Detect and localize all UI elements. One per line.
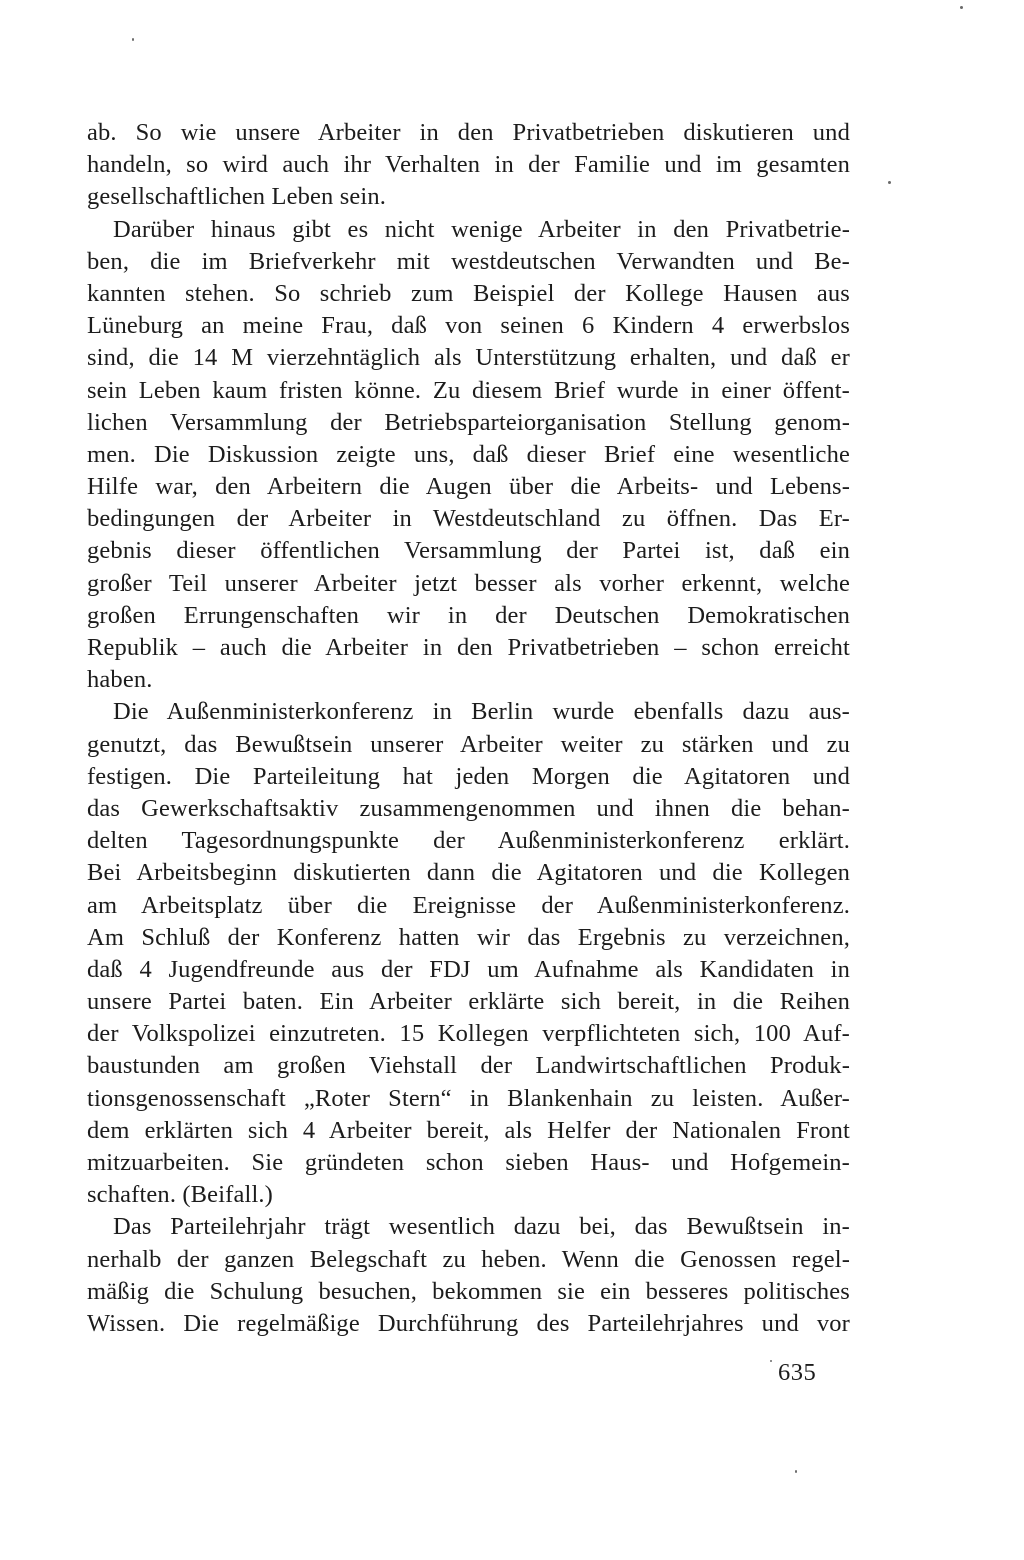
text-line: Lüneburg an meine Frau, daß von seinen 6 Kindern 4 erwerbslos	[87, 312, 850, 340]
text-line: Darüber hinaus gibt es nicht wenige Arbeiter in den Privatbetrie-	[113, 215, 850, 243]
text-line: das Gewerkschaftsaktiv zusammengenommen und ihnen die behan-	[87, 794, 850, 822]
body-text	[87, 117, 850, 1340]
text-line: dem erklärten sich 4 Arbeiter bereit, als Helfer der Nationalen Front	[87, 1116, 850, 1144]
text-line: Republik – auch die Arbeiter in den Privatbetrieben – schon erreicht	[87, 634, 850, 661]
print-speck	[770, 1360, 772, 1362]
text-line: handeln, so wird auch ihr Verhalten in der Familie und im gesamten	[87, 151, 850, 179]
paragraph-1	[87, 117, 850, 214]
paragraph-2	[87, 214, 850, 697]
text-line: kannten stehen. So schrieb zum Beispiel der Kollege Hausen aus	[87, 279, 850, 307]
print-speck	[795, 1470, 797, 1473]
text-line: Die Außenministerkonferenz in Berlin wurde ebenfalls dazu aus-	[113, 698, 850, 726]
text-line: Hilfe war, den Arbeitern die Augen über die Arbeits- und Lebens-	[87, 473, 850, 501]
text-line: daß 4 Jugendfreunde aus der FDJ um Aufnahme als Kandidaten in	[87, 955, 850, 983]
text-line: der Volkspolizei einzutreten. 15 Kollegen verpflichteten sich, 100 Auf-	[87, 1020, 850, 1048]
text-line: mäßig die Schulung besuchen, bekommen sie ein besseres politisches	[87, 1277, 850, 1305]
text-line: mitzuarbeiten. Sie gründeten schon sieben Haus- und Hofgemein-	[87, 1149, 850, 1176]
text-line: gebnis dieser öffentlichen Versammlung der Partei ist, daß ein	[87, 537, 850, 565]
text-line: lichen Versammlung der Betriebsparteiorganisation Stellung genom-	[87, 408, 850, 436]
text-line: ben, die im Briefverkehr mit westdeutschen Verwandten und Be-	[87, 247, 850, 275]
print-speck	[960, 6, 963, 9]
text-line: unsere Partei baten. Ein Arbeiter erklärte sich bereit, in die Reihen	[87, 988, 850, 1016]
print-speck	[132, 38, 134, 41]
text-line: Wissen. Die regelmäßige Durchführung des Parteilehrjahres und vor	[87, 1309, 850, 1337]
text-line: genutzt, das Bewußtsein unserer Arbeiter weiter zu stärken und zu	[87, 730, 850, 758]
text-line: großer Teil unserer Arbeiter jetzt besser als vorher erkennt, welche	[87, 569, 850, 597]
text-line: men. Die Diskussion zeigte uns, daß dieser Brief eine wesentliche	[87, 440, 850, 468]
text-line: schaften. (Beifall.)	[87, 1181, 273, 1209]
text-line: ab. So wie unsere Arbeiter in den Privatbetrieben diskutieren und	[87, 119, 850, 146]
text-line: delten Tagesordnungspunkte der Außenministerkonferenz erklärt.	[87, 827, 850, 855]
print-speck	[888, 181, 891, 184]
text-line: Am Schluß der Konferenz hatten wir das Ergebnis zu verzeichnen,	[87, 923, 850, 951]
text-line: haben.	[87, 666, 153, 694]
text-line: Bei Arbeitsbeginn diskutierten dann die Agitatoren und die Kollegen	[87, 859, 850, 887]
text-line: sind, die 14 M vierzehntäglich als Unterstützung erhalten, und daß er	[87, 344, 850, 372]
page-number: 635	[778, 1359, 817, 1386]
text-line: Das Parteilehrjahr trägt wesentlich dazu bei, das Bewußtsein in-	[113, 1213, 850, 1241]
text-line: bedingungen der Arbeiter in Westdeutschland zu öffnen. Das Er-	[87, 505, 850, 533]
text-line: festigen. Die Parteileitung hat jeden Morgen die Agitatoren und	[87, 762, 850, 790]
text-line: tionsgenossenschaft „Roter Stern“ in Blankenhain zu leisten. Außer-	[87, 1084, 850, 1112]
text-line: gesellschaftlichen Leben sein.	[87, 183, 387, 211]
text-line: großen Errungenschaften wir in der Deutschen Demokratischen	[87, 601, 850, 629]
text-line: am Arbeitsplatz über die Ereignisse der Außenministerkonferenz.	[87, 891, 850, 919]
text-line: sein Leben kaum fristen könne. Zu diesem Brief wurde in einer öffent-	[87, 376, 850, 404]
text-line: baustunden am großen Viehstall der Landwirtschaftlichen Produk-	[87, 1052, 850, 1080]
paragraph-4	[87, 1211, 850, 1340]
text-line: nerhalb der ganzen Belegschaft zu heben. Wenn die Genossen regel-	[87, 1245, 850, 1273]
paragraph-3	[87, 696, 850, 1211]
